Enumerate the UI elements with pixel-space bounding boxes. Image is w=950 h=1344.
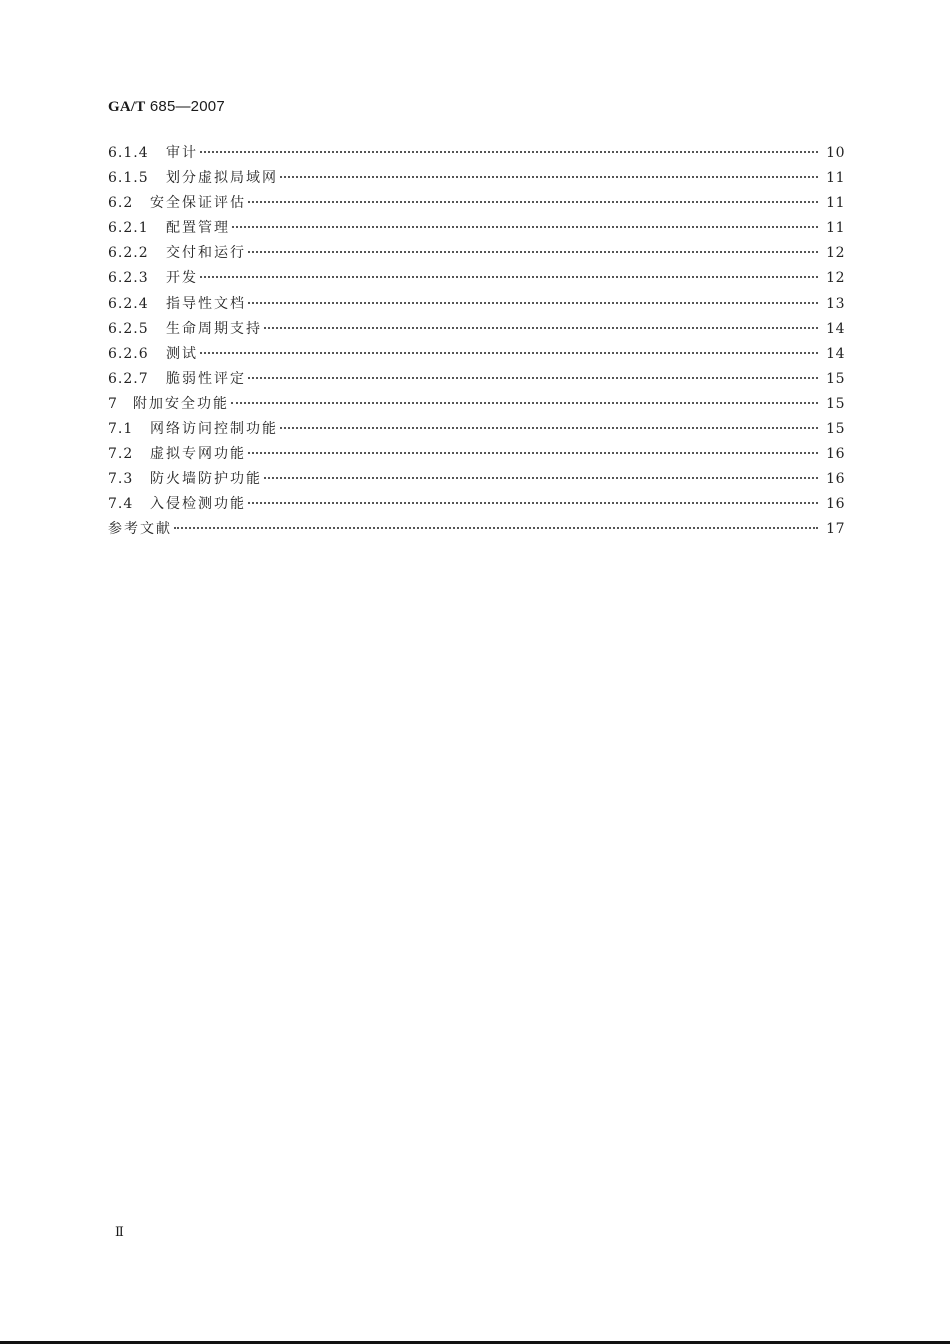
toc-entry-title: 指导性文档: [166, 295, 246, 312]
toc-entry-number: 6.2.1: [108, 220, 149, 237]
toc-entry-title: 入侵检测功能: [150, 496, 246, 513]
toc-entry-page: 15: [826, 421, 845, 438]
toc-dot-leader: [248, 502, 818, 504]
toc-entry-number: 6.2: [108, 195, 134, 212]
toc-entry-page: 11: [826, 195, 845, 212]
toc-entry[interactable]: [108, 218, 845, 243]
toc-entry[interactable]: [108, 394, 845, 419]
toc-entry-number: 7.3: [108, 471, 134, 488]
toc-entry-title: 虚拟专网功能: [150, 446, 246, 463]
toc-dot-leader: [200, 352, 818, 354]
toc-dot-leader: [174, 527, 818, 529]
toc-entry[interactable]: [108, 193, 845, 218]
toc-entry-title: 开发: [166, 270, 198, 287]
toc-dot-leader: [248, 452, 818, 454]
toc-dot-leader: [264, 477, 818, 479]
toc-entry-number: 6.2.6: [108, 345, 149, 362]
toc-entry-title: 安全保证评估: [150, 195, 246, 212]
toc-dot-leader: [248, 251, 818, 253]
toc-entry-title: 网络访问控制功能: [150, 421, 278, 438]
toc-entry-page: 14: [826, 345, 845, 362]
toc-entry[interactable]: [108, 444, 845, 469]
toc-dot-leader: [248, 302, 818, 304]
toc-entry-number: 6.1.5: [108, 170, 149, 187]
toc-entry[interactable]: [108, 494, 845, 519]
toc-entry-page: 10: [826, 145, 845, 161]
toc-entry-number: 7: [108, 395, 118, 412]
toc-entry[interactable]: [108, 369, 845, 394]
toc-entry-page: 11: [826, 220, 845, 237]
toc-entry[interactable]: [108, 344, 845, 369]
toc-dot-leader: [200, 151, 818, 153]
toc-entry-page: 12: [826, 270, 845, 287]
toc-entry[interactable]: [108, 268, 845, 293]
toc-entry-title: 审计: [166, 145, 198, 161]
toc-entry-page: 11: [826, 170, 845, 187]
page-number: Ⅱ: [115, 1224, 124, 1239]
toc-entry-number: 7.2: [108, 446, 134, 463]
toc-entry-page: 14: [826, 320, 845, 337]
toc-entry-page: 15: [826, 370, 845, 387]
toc-entry-title: 脆弱性评定: [166, 370, 246, 387]
toc-entry-number: 6.2.4: [108, 295, 149, 312]
toc-entry-title: 生命周期支持: [166, 320, 262, 337]
toc-entry-title: 附加安全功能: [133, 395, 229, 412]
toc-entry-page: 16: [826, 446, 845, 463]
toc-dot-leader: [280, 176, 818, 178]
toc-entry-title: 测试: [166, 345, 198, 362]
toc-dot-leader: [200, 276, 818, 278]
page-header: [108, 98, 225, 116]
toc-entry[interactable]: [108, 469, 845, 494]
toc-entry-title: 配置管理: [166, 220, 230, 237]
toc-entry-page: 16: [826, 471, 845, 488]
toc-entry-title: 防火墙防护功能: [150, 471, 262, 488]
toc-dot-leader: [231, 402, 818, 404]
toc-entry-number: 7.1: [108, 421, 134, 438]
toc-entry[interactable]: [108, 243, 845, 268]
toc-entry[interactable]: [108, 419, 845, 444]
toc-dot-leader: [248, 377, 818, 379]
toc-dot-leader: [264, 327, 818, 329]
toc-entry-number: 6.2.2: [108, 245, 149, 262]
toc-entry-page: 15: [826, 395, 845, 412]
toc-entry[interactable]: [108, 168, 845, 193]
toc-entry-title: 参考文献: [108, 521, 172, 538]
toc-entry[interactable]: [108, 294, 845, 319]
toc-entry-page: 13: [826, 295, 845, 312]
table-of-contents: [108, 143, 845, 545]
toc-entry-title: 划分虚拟局域网: [166, 170, 278, 187]
toc-dot-leader: [280, 427, 818, 429]
toc-dot-leader: [248, 201, 818, 203]
toc-entry-number: 7.4: [108, 496, 134, 513]
toc-entry-page: 16: [826, 496, 845, 513]
toc-entry-number: 6.2.5: [108, 320, 149, 337]
toc-entry-page: 12: [826, 245, 845, 262]
toc-entry-number: 6.1.4: [108, 145, 149, 161]
standard-number: 685—2007: [149, 98, 225, 115]
toc-entry-title: 交付和运行: [166, 245, 246, 262]
toc-entry[interactable]: [108, 519, 845, 544]
standard-prefix: GA/T: [108, 99, 146, 115]
toc-entry[interactable]: [108, 319, 845, 344]
toc-dot-leader: [232, 226, 818, 228]
toc-entry-number: 6.2.7: [108, 370, 149, 387]
toc-entry-number: 6.2.3: [108, 270, 149, 287]
toc-entry-page: 17: [826, 521, 845, 538]
toc-entry[interactable]: [108, 143, 845, 168]
